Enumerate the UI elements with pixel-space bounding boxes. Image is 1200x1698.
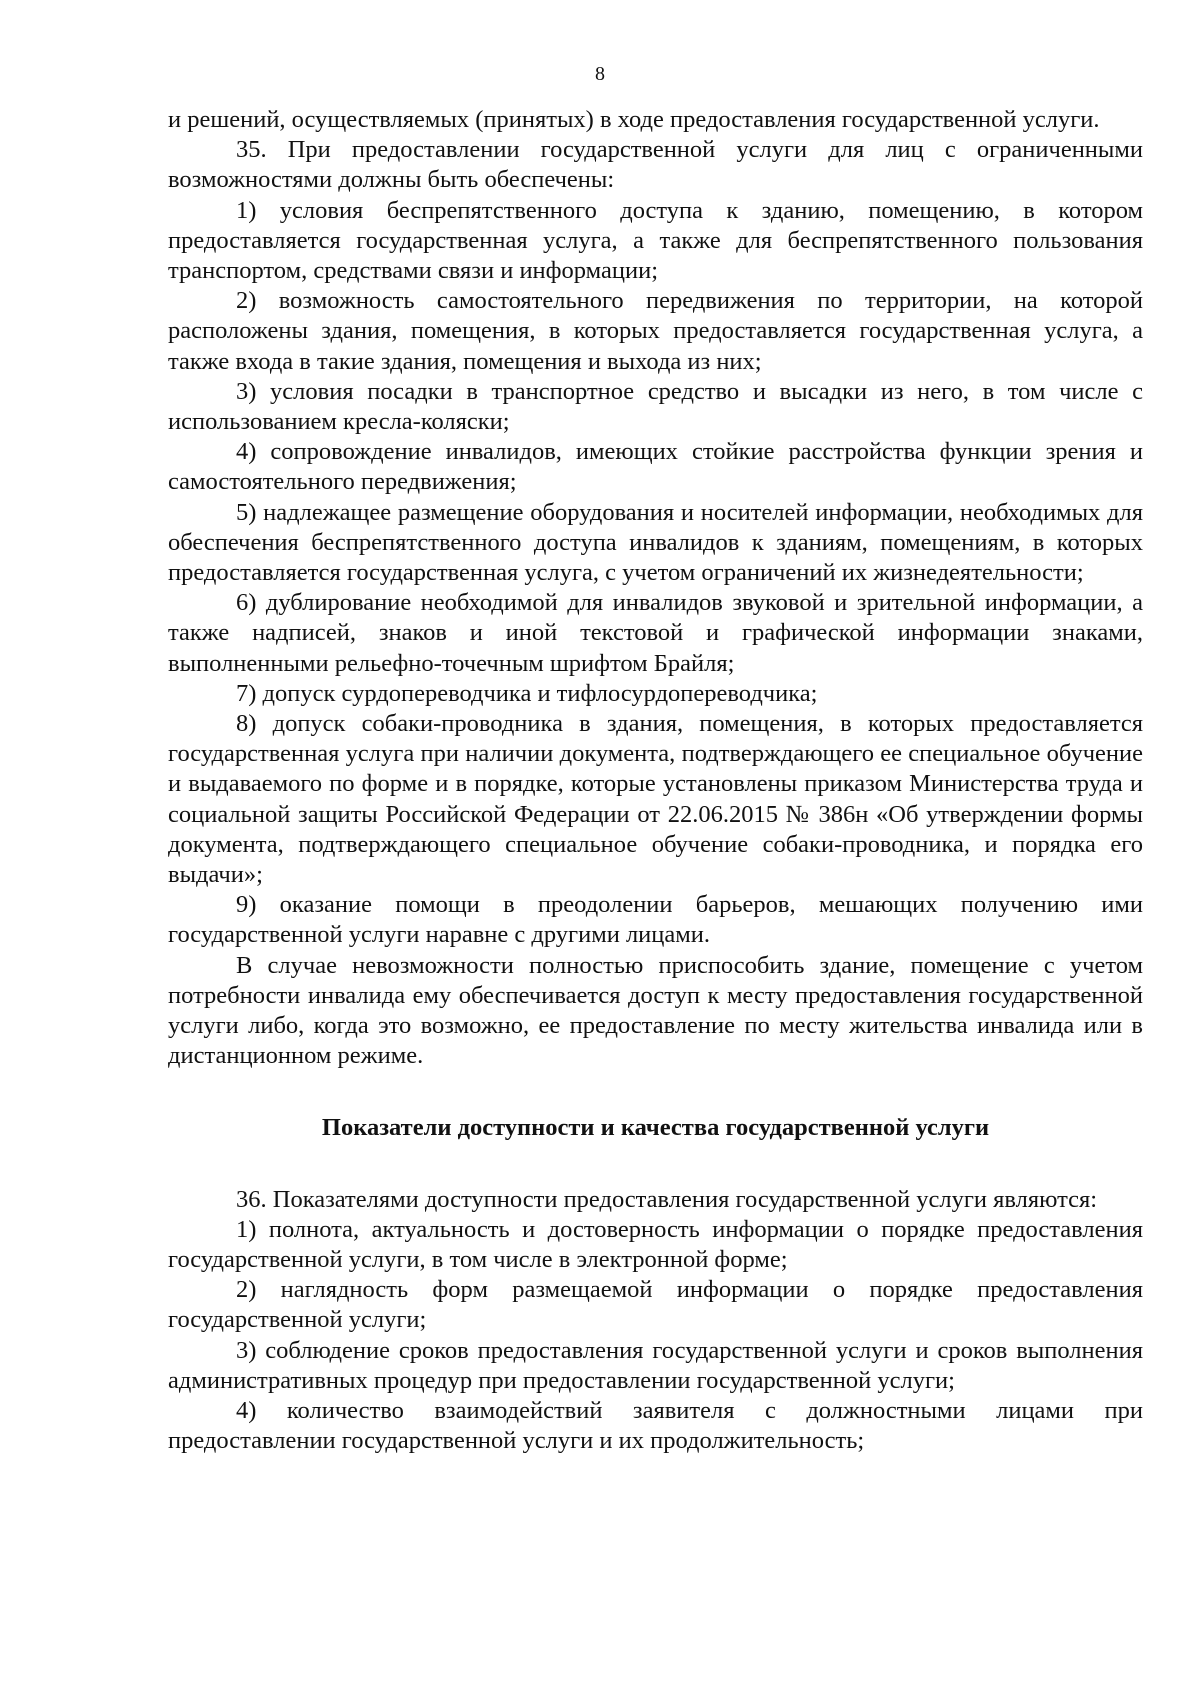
document-body xyxy=(168,105,1143,1456)
clause-35-item-8: 8) допуск собаки-проводника в здания, помещения, в которых предоставляется государственная услуга при наличии документа, подтверждающего ее специальное обучение и выдаваемого по форме и в порядке, которые установлены приказом Министерства труда и социальной защиты Российской Федерации от 22.06.2015 № 386н «Об утверждении формы документа, подтверждающего специальное обучение собаки-проводника, и порядка его выдачи»; xyxy=(168,710,1143,889)
section-heading: Показатели доступности и качества государственной услуги xyxy=(321,1113,990,1141)
continuation-paragraph: и решений, осуществляемых (принятых) в ходе предоставления государственной услуги. xyxy=(168,106,1100,133)
clause-35-item-2: 2) возможность самостоятельного передвижения по территории, на которой расположены здания, помещения, в которых предоставляется государственная услуга, а также входа в такие здания, помещения и выхода из них; xyxy=(168,287,1143,375)
clause-36-item-2: 2) наглядность форм размещаемой информации о порядке предоставления государственной услуги; xyxy=(168,1276,1143,1334)
clause-35-item-1: 1) условия беспрепятственного доступа к зданию, помещению, в котором предоставляется государственная услуга, а также для беспрепятственного пользования транспортом, средствами связи и информации; xyxy=(168,196,1143,285)
clause-36-item-3: 3) соблюдение сроков предоставления государственной услуги и сроков выполнения административных процедур при предоставлении государственной услуги; xyxy=(168,1336,1143,1394)
clause-36-item-4: 4) количество взаимодействий заявителя с должностными лицами при предоставлении государственной услуги и их продолжительность; xyxy=(168,1396,1143,1455)
clause-35-item-9: 9) оказание помощи в преодолении барьеров, мешающих получению ими государственной услуги наравне с другими лицами. xyxy=(168,891,1143,949)
clause-36-intro: 36. Показателями доступности предоставления государственной услуги являются: xyxy=(236,1185,1098,1213)
clause-35-item-3: 3) условия посадки в транспортное средство и высадки из него, в том числе с использованием кресла-коляски; xyxy=(168,377,1143,436)
clause-36-item-1: 1) полнота, актуальность и достоверность информации о порядке предоставления государственной услуги, в том числе в электронной форме; xyxy=(168,1215,1143,1273)
clause-35-intro: 35. При предоставлении государственной услуги для лиц с ограниченными возможностями должны быть обеспечены: xyxy=(168,136,1143,194)
clause-35-closing-paragraph: В случае невозможности полностью приспособить здание, помещение с учетом потребности инвалида ему обеспечивается доступ к месту предоставления государственной услуги либо, когда это возможно, ее предоставление по месту жительства инвалида или в дистанционном режиме. xyxy=(168,951,1143,1070)
page-number: 8 xyxy=(595,63,605,85)
clause-35-item-6: 6) дублирование необходимой для инвалидов звуковой и зрительной информации, а также надписей, знаков и иной текстовой и графической информации знаками, выполненными рельефно-точечным шрифтом Брайля; xyxy=(168,589,1143,677)
clause-35-item-5: 5) надлежащее размещение оборудования и носителей информации, необходимых для обеспечения беспрепятственного доступа инвалидов к зданиям, помещениям, в которых предоставляется государственная услуга, с учетом ограничений их жизнедеятельности; xyxy=(168,498,1143,587)
clause-35-item-4: 4) сопровождение инвалидов, имеющих стойкие расстройства функции зрения и самостоятельного передвижения; xyxy=(168,438,1143,496)
clause-35-item-7: 7) допуск сурдопереводчика и тифлосурдопереводчика; xyxy=(236,679,818,707)
